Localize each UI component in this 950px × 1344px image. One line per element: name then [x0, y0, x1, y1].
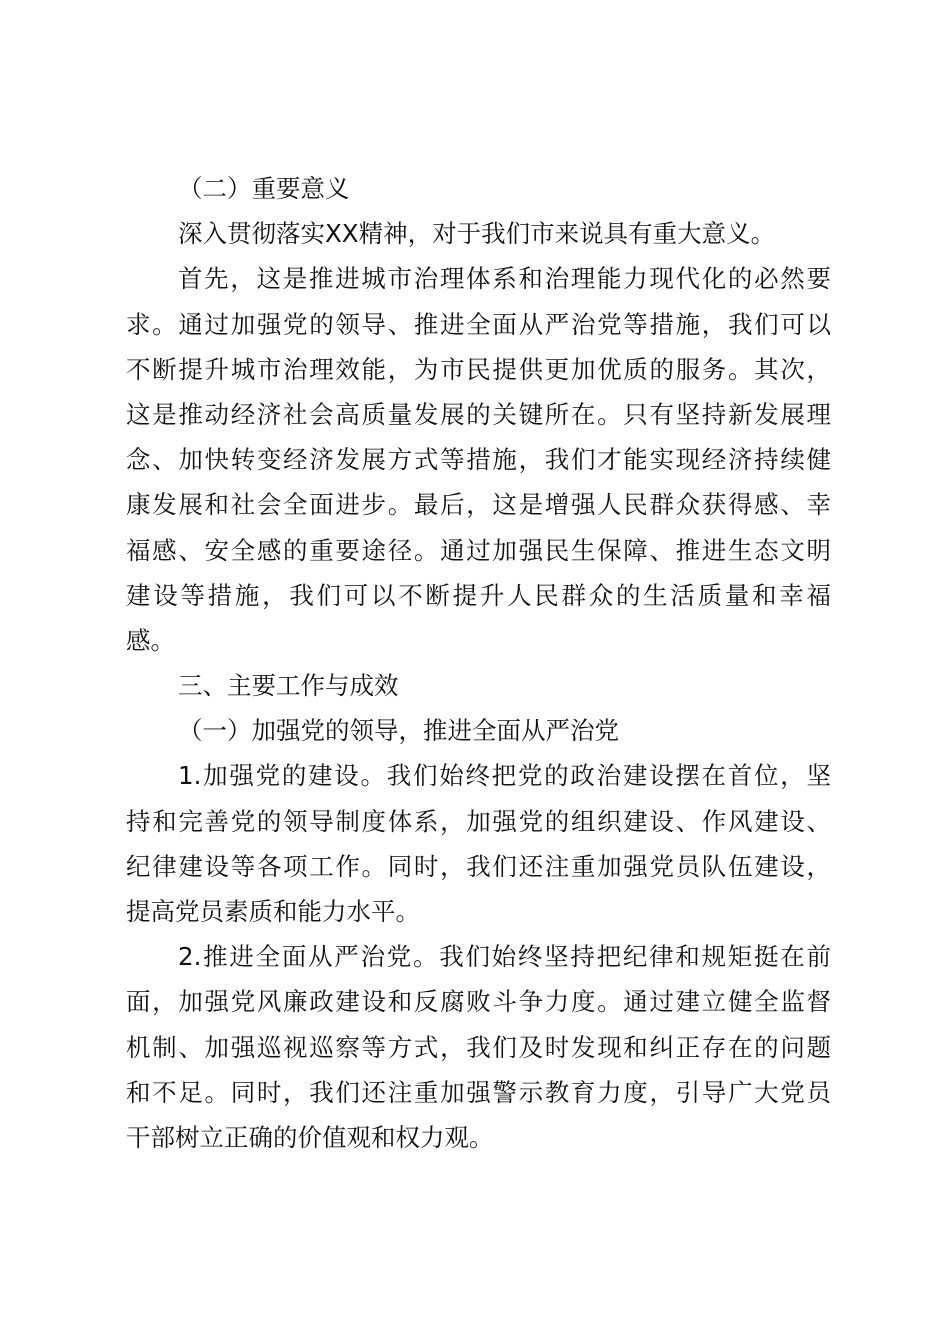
section-heading: 三、主要工作与成效 — [178, 671, 399, 701]
paragraph-line: 深入贯彻落实XX精神，对于我们市来说具有重大意义。 — [178, 219, 776, 249]
paragraph-line: 求。通过加强党的领导、推进全面从严治党等措施，我们可以 — [126, 309, 831, 339]
paragraph-line: 感。 — [126, 625, 175, 655]
paragraph-line: 建设等措施，我们可以不断提升人民群众的生活质量和幸福 — [126, 580, 831, 610]
subsection-heading: （一）加强党的领导，推进全面从严治党 — [178, 716, 619, 746]
paragraph-line: 2.推进全面从严治党。我们始终坚持把纪律和规矩挺在前 — [178, 942, 831, 972]
paragraph-line: 1.加强党的建设。我们始终把党的政治建设摆在首位，坚 — [178, 761, 831, 791]
paragraph-line: 持和完善党的领导制度体系，加强党的组织建设、作风建设、 — [126, 806, 831, 836]
paragraph-line: 首先，这是推进城市治理体系和治理能力现代化的必然要 — [178, 264, 831, 294]
paragraph-line: 机制、加强巡视巡察等方式，我们及时发现和纠正存在的问题 — [126, 1032, 831, 1062]
section-heading: （二）重要意义 — [178, 174, 350, 203]
paragraph-line: 纪律建设等各项工作。同时，我们还注重加强党员队伍建设， — [126, 851, 831, 881]
paragraph-line: 面，加强党风廉政建设和反腐败斗争力度。通过建立健全监督 — [126, 987, 831, 1017]
paragraph-line: 康发展和社会全面进步。最后，这是增强人民群众获得感、幸 — [126, 490, 831, 520]
paragraph-line: 不断提升城市治理效能，为市民提供更加优质的服务。其次， — [126, 354, 831, 384]
document-body — [126, 166, 831, 1160]
paragraph-line: 和不足。同时，我们还注重加强警示教育力度，引导广大党员 — [126, 1077, 831, 1107]
paragraph-line: 这是推动经济社会高质量发展的关键所在。只有坚持新发展理 — [126, 399, 831, 429]
paragraph-line: 干部树立正确的价值观和权力观。 — [126, 1122, 494, 1152]
paragraph-line: 福感、安全感的重要途径。通过加强民生保障、推进生态文明 — [126, 535, 831, 565]
paragraph-line: 念、加快转变经济发展方式等措施，我们才能实现经济持续健 — [126, 445, 831, 475]
paragraph-line: 提高党员素质和能力水平。 — [126, 897, 420, 926]
